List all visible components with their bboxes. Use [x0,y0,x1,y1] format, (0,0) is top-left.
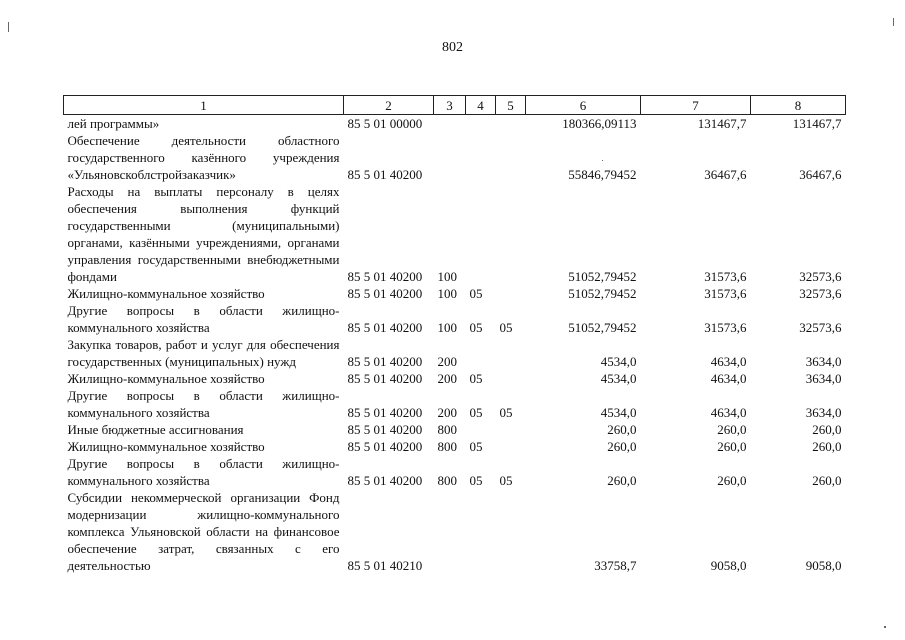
row-value-8: 9058,0 [805,558,842,573]
row-value-8: 32573,6 [799,320,842,335]
row-col-5 [496,489,526,574]
row-col-3: 800 [437,439,457,454]
row-col-3: 100 [437,320,457,335]
row-value-8: 131467,7 [792,116,842,131]
row-col-3: 100 [437,286,457,301]
table-row [64,489,846,574]
row-code: 85 5 01 00000 [347,116,423,131]
header-col-1: 1 [64,96,344,115]
row-col-4: 05 [469,286,483,301]
row-value-7: 260,0 [717,439,747,454]
row-col-3: 200 [437,405,457,420]
header-row [64,96,846,115]
row-value-6: 51052,79452 [568,320,637,335]
row-col-5 [496,285,526,302]
row-value-7: 31573,6 [704,286,747,301]
row-code: 85 5 01 40200 [347,422,423,437]
row-name: Субсидии некоммерческой организации Фонд модернизации жилищно-коммунального комплекса Ульяновской области на финансовое обеспечение затрат, связанных с его деятельностью [67,490,340,573]
row-value-7: 36467,6 [704,167,747,182]
row-col-5 [496,115,526,133]
row-value-6: 51052,79452 [568,269,637,284]
row-col-4 [466,489,496,574]
row-col-5: 05 [499,473,513,488]
row-name: Другие вопросы в области жилищно-коммунального хозяйства [67,388,340,420]
header-col-5: 5 [496,96,526,115]
row-col-4 [466,183,496,285]
row-name: Обеспечение деятельности областного государственного казённого учреждения «Ульяновскоблстройзаказчик» [67,133,340,182]
row-col-5 [496,183,526,285]
row-col-4 [466,115,496,133]
row-col-3: 800 [437,473,457,488]
row-code: 85 5 01 40200 [347,354,423,369]
row-value-7: 9058,0 [710,558,747,573]
row-name: лей программы» [67,116,160,131]
row-value-7: 4634,0 [710,371,747,386]
row-col-4 [466,336,496,370]
page-number: 802 [442,40,463,55]
row-col-4: 05 [469,320,483,335]
row-col-3: 200 [437,354,457,369]
table-row [64,370,846,387]
row-name: Расходы на выплаты персоналу в целях обеспечения выполнения функций государственными (муниципальными) органами, казёнными учреждениями, органами управления государственными внебюджетными фондами [67,184,340,284]
row-value-6: 55846,79452 [568,167,637,182]
row-value-8: 36467,6 [799,167,842,182]
row-value-7: 31573,6 [704,320,747,335]
row-code: 85 5 01 40200 [347,320,423,335]
row-value-7: 260,0 [717,422,747,437]
header-col-6: 6 [526,96,641,115]
row-value-8: 32573,6 [799,286,842,301]
table-row [64,455,846,489]
row-value-8: 3634,0 [805,354,842,369]
row-code: 85 5 01 40200 [347,405,423,420]
row-value-7: 260,0 [717,473,747,488]
row-value-6: 260,0 [607,473,637,488]
row-code: 85 5 01 40200 [347,371,423,386]
row-col-5: 05 [499,405,513,420]
table-row [64,302,846,336]
row-col-3 [434,115,466,133]
row-value-6: 4534,0 [600,405,637,420]
row-value-7: 4634,0 [710,354,747,369]
row-value-6: 4534,0 [600,371,637,386]
table-row [64,132,846,183]
header-col-2: 2 [344,96,434,115]
row-code: 85 5 01 40200 [347,473,423,488]
row-col-5 [496,132,526,183]
row-code: 85 5 01 40210 [347,558,423,573]
row-name: Жилищно-коммунальное хозяйство [67,371,265,386]
row-value-6: 180366,09113 [562,116,637,131]
row-col-3: 100 [437,269,457,284]
row-value-6: 51052,79452 [568,286,637,301]
table-body [64,115,846,575]
row-value-8: 32573,6 [799,269,842,284]
row-name: Другие вопросы в области жилищно-коммунального хозяйства [67,456,340,488]
row-code: 85 5 01 40200 [347,439,423,454]
row-col-4: 05 [469,405,483,420]
budget-table [63,95,846,574]
row-col-3: 200 [437,371,457,386]
header-col-4: 4 [466,96,496,115]
row-col-3 [434,489,466,574]
row-name: Иные бюджетные ассигнования [67,422,244,437]
row-value-6: 260,0 [607,439,637,454]
row-name: Другие вопросы в области жилищно-коммунального хозяйства [67,303,340,335]
scan-speck [8,22,9,32]
row-col-5 [496,370,526,387]
row-value-8: 3634,0 [805,371,842,386]
table-row [64,183,846,285]
row-col-5: 05 [499,320,513,335]
table-row [64,387,846,421]
row-value-8: 260,0 [812,422,842,437]
row-col-5 [496,336,526,370]
header-col-8: 8 [751,96,846,115]
row-name: Жилищно-коммунальное хозяйство [67,286,265,301]
row-value-8: 3634,0 [805,405,842,420]
row-col-3 [434,132,466,183]
table-row [64,285,846,302]
row-col-4: 05 [469,473,483,488]
row-value-7: 31573,6 [704,269,747,284]
row-value-7: 4634,0 [710,405,747,420]
row-value-6: 33758,7 [594,558,637,573]
row-value-8: 260,0 [812,439,842,454]
row-code: 85 5 01 40200 [347,167,423,182]
row-col-4: 05 [469,439,483,454]
table-row [64,438,846,455]
row-value-7: 131467,7 [697,116,747,131]
row-code: 85 5 01 40200 [347,269,423,284]
row-col-4: 05 [469,371,483,386]
row-col-4 [466,132,496,183]
table-row [64,115,846,133]
row-value-6: 4534,0 [600,354,637,369]
header-col-3: 3 [434,96,466,115]
row-col-5 [496,421,526,438]
row-value-8: 260,0 [812,473,842,488]
table-header [64,96,846,115]
scan-speck [884,626,886,628]
scan-speck [893,18,894,26]
row-col-5 [496,438,526,455]
row-col-3: 800 [437,422,457,437]
row-name: Закупка товаров, работ и услуг для обеспечения государственных (муниципальных) нужд [67,337,340,369]
row-value-6: 260,0 [607,422,637,437]
table-row [64,421,846,438]
scan-speck [602,160,603,161]
header-col-7: 7 [641,96,751,115]
row-name: Жилищно-коммунальное хозяйство [67,439,265,454]
row-code: 85 5 01 40200 [347,286,423,301]
row-col-4 [466,421,496,438]
table-row [64,336,846,370]
